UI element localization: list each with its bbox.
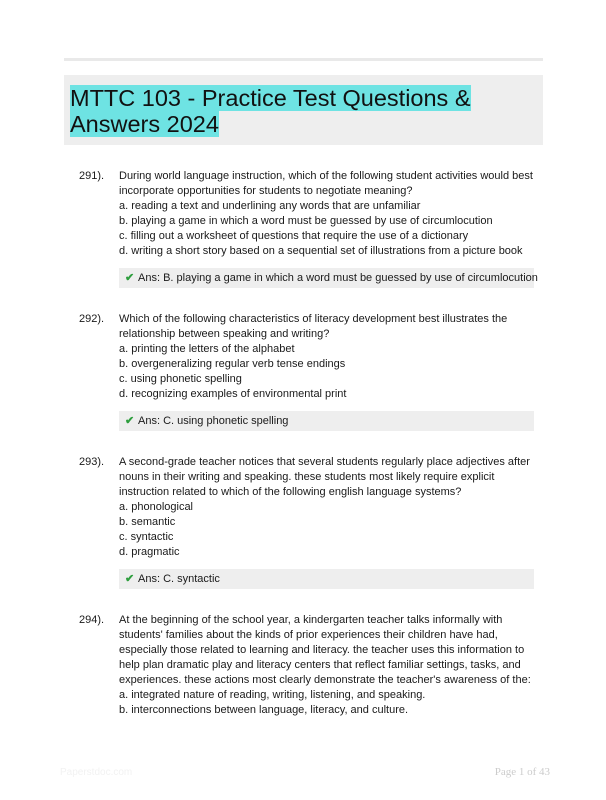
option-b: b. playing a game in which a word must be guessed by use of circumlocution — [119, 215, 493, 227]
top-divider — [64, 58, 543, 61]
question-line: experiences. these actions most clearly demonstrate the teacher's awareness of the: — [119, 674, 531, 686]
question-line: instruction related to which of the following english language systems? — [119, 486, 462, 498]
answer-text: Ans: C. using phonetic spelling — [138, 415, 289, 427]
question-line: At the beginning of the school year, a kindergarten teacher talks informally with — [119, 614, 503, 626]
question-number: 291). — [79, 170, 105, 182]
answer-text: Ans: B. playing a game in which a word must be guessed by use of circumlocution — [138, 272, 538, 284]
question-text — [119, 312, 539, 402]
answer-text: Ans: C. syntactic — [138, 573, 220, 585]
question-line: help plan dramatic play and literacy centers that reflect familiar settings, tasks, and — [119, 659, 521, 671]
option-d: d. pragmatic — [119, 546, 180, 558]
title-banner — [64, 75, 543, 145]
question-number: 293). — [79, 456, 105, 468]
question-line: incorporate opportunities for students to negotiate meaning? — [119, 185, 413, 197]
question-text — [119, 455, 539, 560]
option-a: a. phonological — [119, 501, 194, 513]
option-c: c. syntactic — [119, 531, 174, 543]
question-line: especially those related to learning and literacy. the teacher uses this information to — [119, 644, 525, 656]
question-line: nouns in their writing and speaking. these students most likely require explicit — [119, 471, 495, 483]
option-a: a. printing the letters of the alphabet — [119, 343, 295, 355]
question-line: Which of the following characteristics of literacy development best illustrates the — [119, 313, 508, 325]
option-c: c. filling out a worksheet of questions that require the use of a dictionary — [119, 230, 469, 242]
option-b: b. overgeneralizing regular verb tense endings — [119, 358, 346, 370]
question-number: 292). — [79, 313, 105, 325]
check-icon: ✔ — [125, 415, 135, 427]
footer-site: Paperstdoc.com — [60, 767, 133, 778]
question-text — [119, 169, 539, 259]
option-d: d. recognizing examples of environmental print — [119, 388, 347, 400]
question-line: relationship between speaking and writing? — [119, 328, 330, 340]
answer-box-293 — [119, 569, 534, 589]
option-b: b. interconnections between language, literacy, and culture. — [119, 704, 409, 716]
option-c: c. using phonetic spelling — [119, 373, 242, 385]
option-b: b. semantic — [119, 516, 176, 528]
question-line: During world language instruction, which of the following student activities would best — [119, 170, 533, 182]
page-title: MTTC 103 - Practice Test Questions & Answers 2024 — [70, 85, 471, 137]
option-a: a. integrated nature of reading, writing, listening, and speaking. — [119, 689, 426, 701]
question-line: A second-grade teacher notices that several students regularly place adjectives after — [119, 456, 530, 468]
option-a: a. reading a text and underlining any words that are unfamiliar — [119, 200, 421, 212]
question-line: students' families about the kinds of prior experiences their children have had, — [119, 629, 498, 641]
check-icon: ✔ — [125, 573, 135, 585]
question-text — [119, 613, 539, 718]
page-number: Page 1 of 43 — [494, 766, 550, 778]
answer-box-291 — [119, 268, 538, 288]
option-d: d. writing a short story based on a sequential set of illustrations from a picture book — [119, 245, 523, 257]
question-number: 294). — [79, 614, 105, 626]
check-icon: ✔ — [125, 272, 135, 284]
answer-box-292 — [119, 411, 534, 431]
